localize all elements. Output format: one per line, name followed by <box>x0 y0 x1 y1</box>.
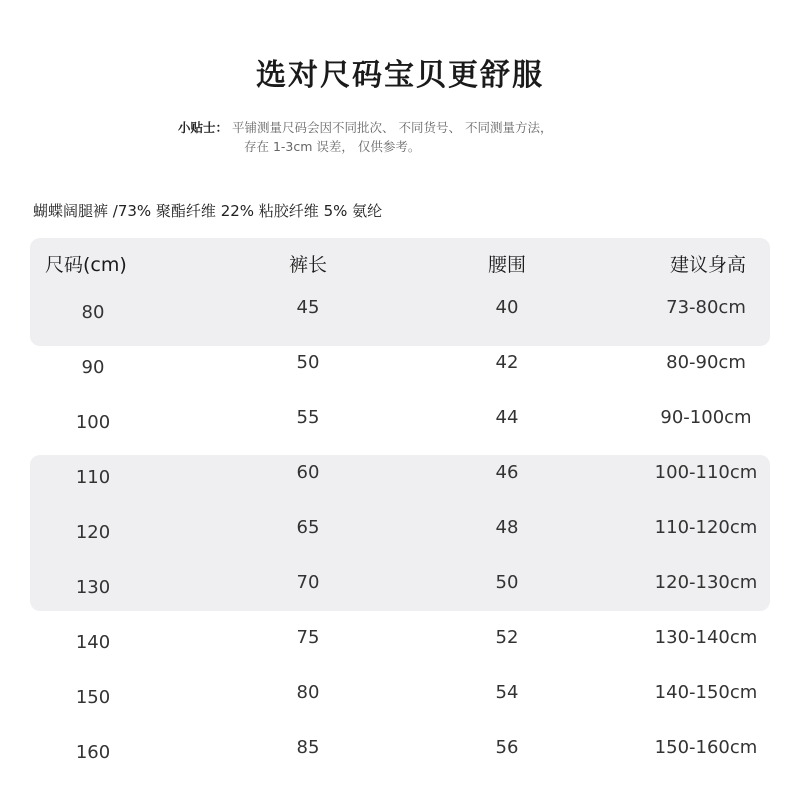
length-cell: 75 <box>296 627 320 648</box>
waist-cell: 54 <box>495 682 519 703</box>
height-cell: 80-90cm <box>666 352 746 373</box>
height-cell: 140-150cm <box>654 682 758 703</box>
waist-cell: 46 <box>495 462 519 483</box>
length-cell: 45 <box>296 297 320 318</box>
size-cell: 130 <box>75 577 111 598</box>
tip-label: 小贴士： <box>178 120 229 135</box>
length-cell: 60 <box>296 462 320 483</box>
table-row <box>0 627 800 661</box>
tip-block <box>178 118 778 156</box>
height-cell: 150-160cm <box>654 737 758 758</box>
size-cell: 100 <box>75 412 111 433</box>
length-cell: 55 <box>296 407 320 428</box>
table-row <box>0 407 800 441</box>
page-title: 选对尺码宝贝更舒服 <box>256 58 544 93</box>
table-row <box>0 297 800 331</box>
header-pants-length: 裤长 <box>288 254 327 276</box>
header-suggested-height: 建议身高 <box>670 254 747 276</box>
height-cell: 73-80cm <box>666 297 746 318</box>
fabric-composition: 蝴蝶阔腿裤 /73% 聚酯纤维 22% 粘胶纤维 5% 氨纶 <box>33 202 383 220</box>
length-cell: 65 <box>296 517 320 538</box>
table-header-row <box>0 250 800 280</box>
table-row <box>0 517 800 551</box>
waist-cell: 56 <box>495 737 519 758</box>
size-cell: 90 <box>81 357 105 378</box>
height-cell: 130-140cm <box>654 627 758 648</box>
size-cell: 110 <box>75 467 111 488</box>
table-row <box>0 737 800 771</box>
waist-cell: 48 <box>495 517 519 538</box>
length-cell: 85 <box>296 737 320 758</box>
waist-cell: 44 <box>495 407 519 428</box>
height-cell: 90-100cm <box>660 407 752 428</box>
size-cell: 80 <box>81 302 105 323</box>
size-cell: 150 <box>75 687 111 708</box>
height-cell: 100-110cm <box>654 462 758 483</box>
size-cell: 120 <box>75 522 111 543</box>
tip-text-line-1: 平铺测量尺码会因不同批次、 不同货号、 不同测量方法， <box>232 120 553 135</box>
length-cell: 70 <box>296 572 320 593</box>
table-row <box>0 682 800 716</box>
tip-text-line-2: 存在 1-3cm 误差， 仅供参考。 <box>244 139 421 154</box>
length-cell: 80 <box>296 682 320 703</box>
header-size: 尺码(cm) <box>45 254 127 276</box>
waist-cell: 52 <box>495 627 519 648</box>
table-row <box>0 352 800 386</box>
length-cell: 50 <box>296 352 320 373</box>
waist-cell: 40 <box>495 297 519 318</box>
height-cell: 110-120cm <box>654 517 758 538</box>
header-waist: 腰围 <box>487 254 526 276</box>
table-row <box>0 572 800 606</box>
table-row <box>0 462 800 496</box>
size-cell: 140 <box>75 632 111 653</box>
waist-cell: 50 <box>495 572 519 593</box>
height-cell: 120-130cm <box>654 572 758 593</box>
waist-cell: 42 <box>495 352 519 373</box>
size-cell: 160 <box>75 742 111 763</box>
